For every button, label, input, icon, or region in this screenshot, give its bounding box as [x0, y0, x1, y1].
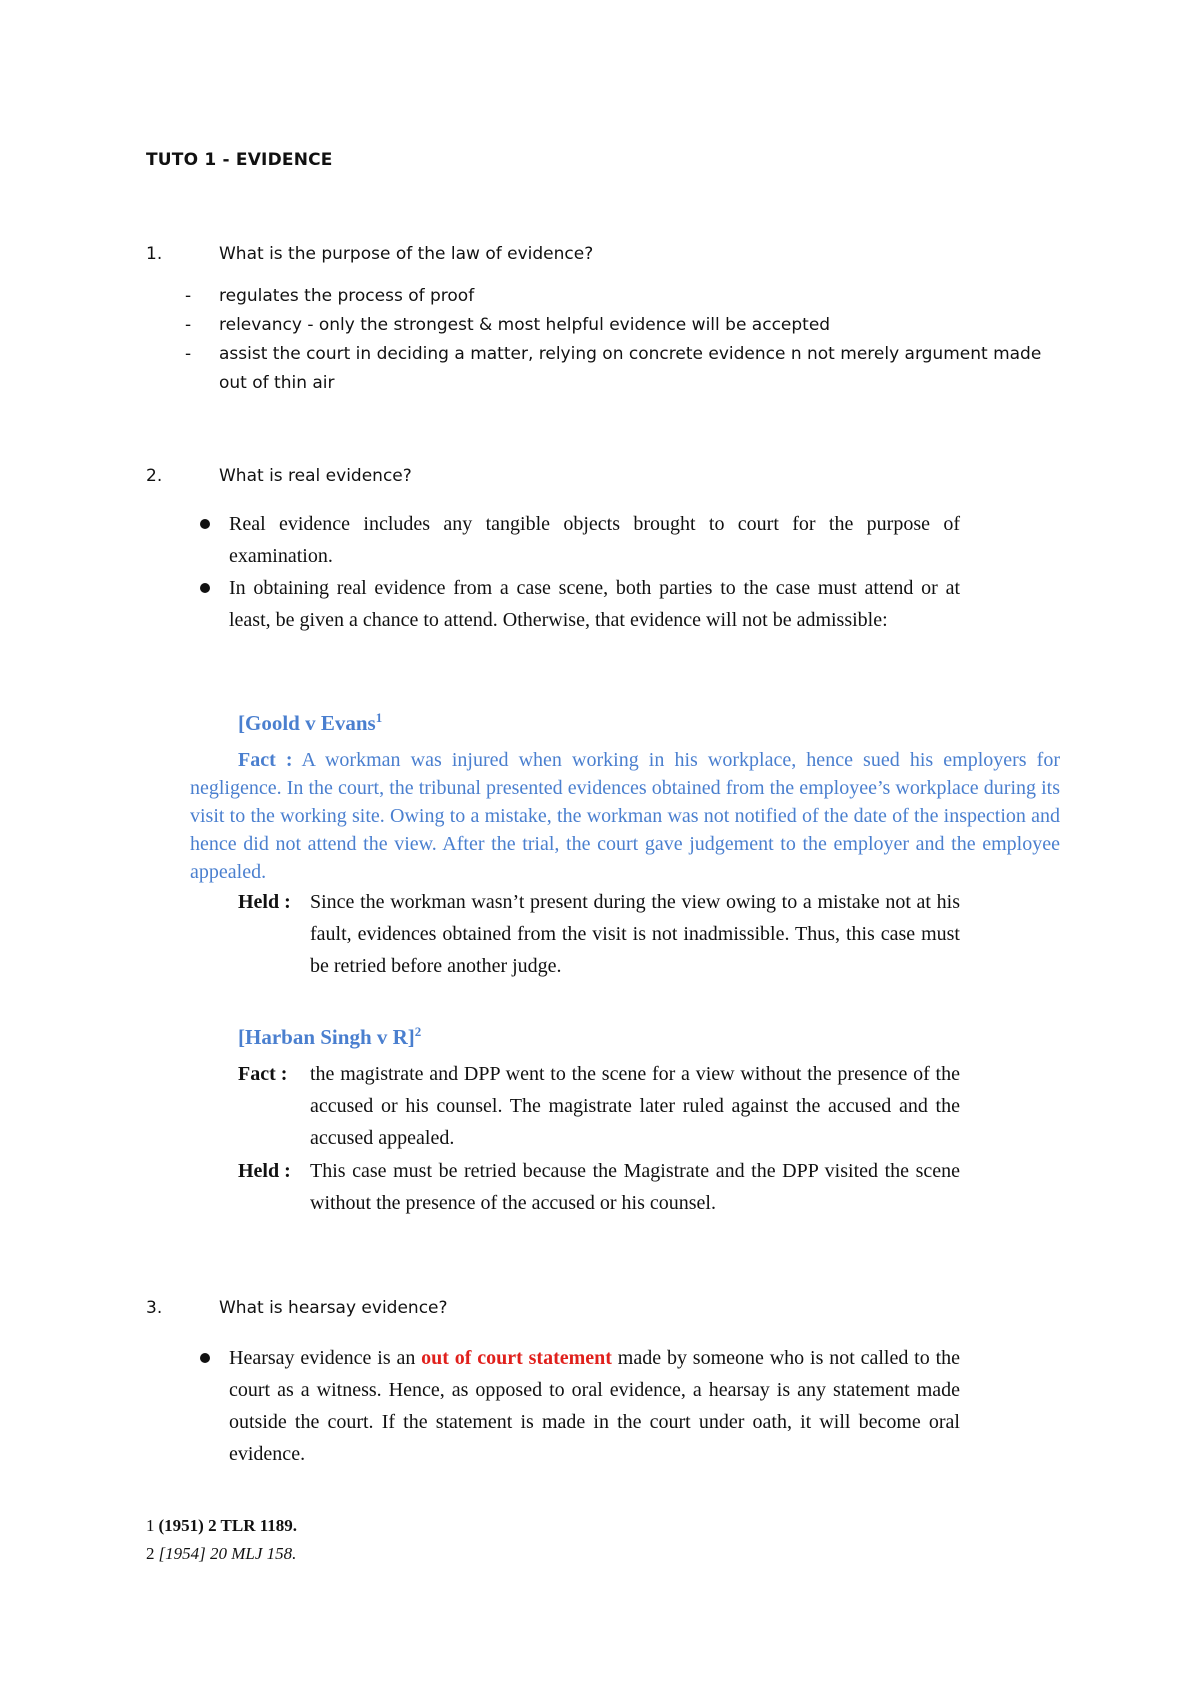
document-title: TUTO 1 - EVIDENCE [146, 150, 333, 170]
question-2-text: What is real evidence? [219, 466, 412, 486]
bullet-icon [200, 519, 210, 529]
bullet-text-start: Hearsay evidence is an [229, 1347, 422, 1369]
list-item [200, 572, 960, 636]
footnote-ref: 1 [375, 710, 383, 725]
case-2-fact [238, 1058, 960, 1154]
dash-marker: - [185, 315, 192, 335]
bullet-text-end: made by someone who is not called to the court as a witness. Hence, as opposed to oral evidence, a hearsay is any statement made outside the court. If the statement is made in the court under oath, it will become oral evidence. [229, 1347, 960, 1465]
footnote-citation: [1954] 20 MLJ 158. [158, 1544, 297, 1563]
case-2-name: [Harban Singh v R] [238, 1025, 415, 1049]
fact-label: Fact : [238, 749, 293, 771]
bullet-icon [200, 583, 210, 593]
list-item [200, 508, 960, 572]
held-label: Held : [238, 1160, 291, 1182]
dash-marker: - [185, 344, 192, 364]
footnotes [146, 1512, 297, 1568]
question-3-number: 3. [146, 1298, 163, 1318]
held-text: This case must be retried because the Magistrate and the DPP visited the scene without the presence of the accused or his counsel. [310, 1160, 960, 1214]
held-label: Held : [238, 891, 291, 913]
question-3-text: What is hearsay evidence? [219, 1298, 448, 1318]
case-2-title [238, 1024, 421, 1050]
fact-text: the magistrate and DPP went to the scene for a view without the presence of the accused or his counsel. The magistrate later ruled against the accused and the accused appealed. [310, 1063, 960, 1149]
question-1-answer-list [185, 282, 1065, 398]
list-item [185, 311, 1065, 340]
fact-text: A workman was injured when working in his workplace, hence sued his employers for negligence. In the court, the tribunal presented evidences obtained from the employee’s workplace during its visit to the working site. Owing to a mistake, the workman was not notified of the date of the inspection and hence did not attend the view. After the trial, the court gave judgement to the employer and the employee appealed. [190, 749, 1061, 883]
question-1-number: 1. [146, 244, 163, 264]
case-1-title [238, 710, 382, 736]
footnote-number: 1 [146, 1516, 155, 1535]
case-1-name: [Goold v Evans [238, 711, 376, 735]
highlighted-term: out of court statement [421, 1347, 612, 1369]
list-item [185, 282, 1065, 311]
held-text: Since the workman wasn’t present during the view owing to a mistake not at his fault, evidences obtained from the visit is not inadmissible. Thus, this case must be retried before another judge. [310, 891, 960, 977]
footnote-1 [146, 1512, 297, 1540]
dash-marker: - [185, 286, 192, 306]
question-3-bullets [200, 1342, 960, 1470]
footnote-2 [146, 1540, 297, 1568]
case-2-held [238, 1155, 960, 1219]
list-item [185, 340, 1065, 398]
fact-label: Fact : [238, 1063, 288, 1085]
question-2-bullets [200, 508, 960, 636]
answer-point: regulates the process of proof [219, 286, 475, 306]
question-2-number: 2. [146, 466, 163, 486]
bullet-text: Real evidence includes any tangible objects brought to court for the purpose of examination. [229, 513, 960, 567]
answer-point: assist the court in deciding a matter, relying on concrete evidence n not merely argument made out of thin air [219, 344, 1042, 393]
bullet-icon [200, 1353, 210, 1363]
bullet-text [229, 1342, 960, 1470]
footnote-citation: (1951) 2 TLR 1189. [158, 1516, 298, 1535]
answer-point: relevancy - only the strongest & most helpful evidence will be accepted [219, 315, 831, 335]
case-1-fact [190, 746, 1060, 886]
footnote-ref: 2 [414, 1024, 422, 1039]
question-1-text: What is the purpose of the law of evidence? [219, 244, 594, 264]
bullet-text: In obtaining real evidence from a case scene, both parties to the case must attend or at least, be given a chance to attend. Otherwise, that evidence will not be admissible: [229, 577, 960, 631]
case-1-held [238, 886, 960, 982]
footnote-number: 2 [146, 1544, 155, 1563]
list-item [200, 1342, 960, 1470]
